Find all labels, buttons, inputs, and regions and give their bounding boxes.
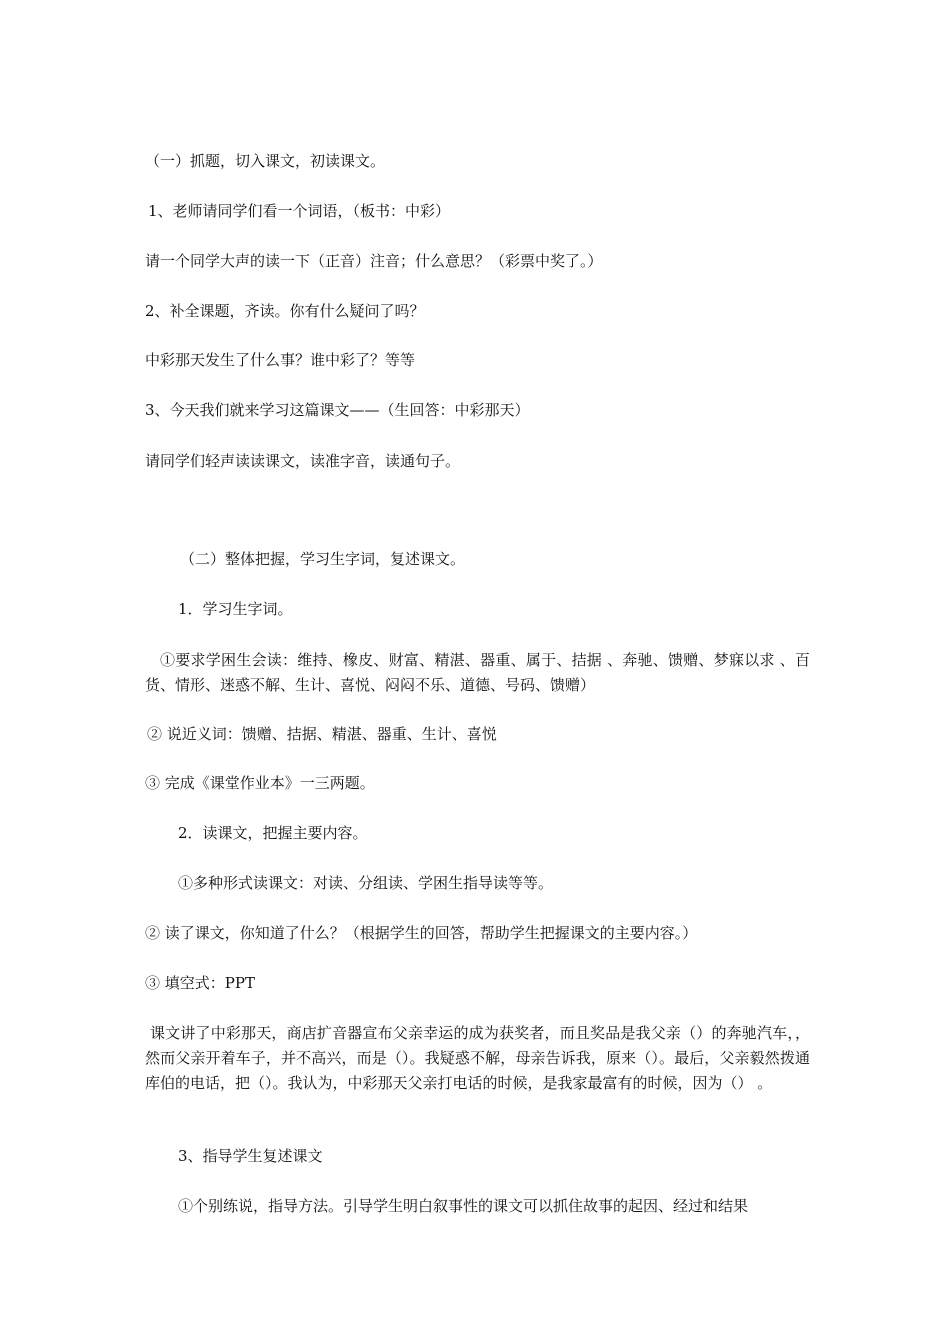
subheading: 1．学习生字词。 — [178, 600, 293, 618]
paragraph: ③ 填空式：PPT — [145, 974, 255, 992]
paragraph: 2、补全课题，齐读。你有什么疑问了吗？ — [145, 302, 425, 320]
subheading: 2．读课文，把握主要内容。 — [178, 824, 368, 842]
paragraph: 请一个同学大声的读一下（正音）注音；什么意思？（彩票中奖了。） — [145, 252, 603, 270]
section-heading-1: （一）抓题，切入课文，初读课文。 — [145, 152, 386, 170]
section-heading-2: （二）整体把握，学习生字词，复述课文。 — [180, 550, 466, 568]
paragraph: 请同学们轻声读读课文，读准字音，读通句子。 — [145, 452, 461, 470]
paragraph: 1、老师请同学们看一个词语，（板书：中彩） — [148, 202, 451, 220]
paragraph: ①多种形式读课文：对读、分组读、学困生指导读等等。 — [178, 874, 554, 892]
fill-in-paragraph: 课文讲了中彩那天，商店扩音器宣布父亲幸运的成为获奖者，而且奖品是我父亲（）的奔驰汽车，，然而父亲开着车子，并不高兴，而是（）。我疑惑不解，母亲告诉我，原来（）。最后，父亲毅然拨通库伯的电话，把（）。我认为，中彩那天父亲打电话的时候，是我家最富有的时候，因为（） 。 — [145, 1024, 810, 1092]
paragraph: ② 说近义词：馈赠、拮据、精湛、器重、生计、喜悦 — [147, 725, 497, 743]
paragraph: ①要求学困生会读：维持、橡皮、财富、精湛、器重、属于、拮据 、奔驰、馈赠、梦寐以求 、百货、情形、迷惑不解、生计、喜悦、闷闷不乐、道德、号码、馈赠） — [145, 651, 810, 694]
paragraph: 中彩那天发生了什么事？谁中彩了？等等 — [145, 351, 416, 369]
paragraph: ①个别练说，指导方法。引导学生明白叙事性的课文可以抓住故事的起因、经过和结果 — [178, 1197, 749, 1215]
paragraph: 3、今天我们就来学习这篇课文——（生回答：中彩那天） — [145, 401, 530, 419]
paragraph: ② 读了课文，你知道了什么？（根据学生的回答，帮助学生把握课文的主要内容。） — [145, 924, 698, 942]
paragraph: ③ 完成《课堂作业本》一三两题。 — [145, 774, 375, 792]
subheading: 3、指导学生复述课文 — [178, 1147, 323, 1165]
